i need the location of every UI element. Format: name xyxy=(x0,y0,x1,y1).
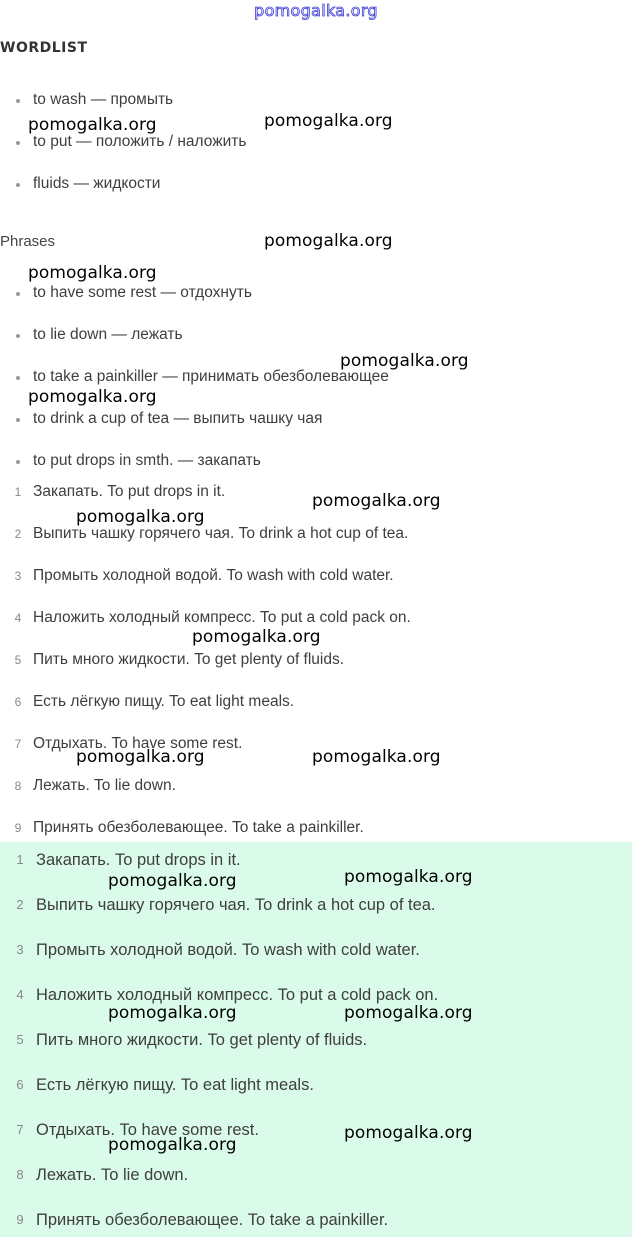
item-number: 1 xyxy=(16,852,24,867)
answer-item xyxy=(0,1075,632,1120)
wordlist-item: to wash — промыть xyxy=(0,90,620,132)
answer-text: Лежать. To lie down. xyxy=(36,1166,189,1184)
sentence-text: Есть лёгкую пищу. To eat light meals. xyxy=(33,693,295,710)
sentence-item xyxy=(0,692,632,734)
item-number: 9 xyxy=(16,1212,24,1227)
watermark: pomogalka.org xyxy=(192,627,321,647)
watermark: pomogalka.org xyxy=(28,263,157,283)
wordlist-item: fluids — жидкости xyxy=(0,174,620,216)
sentence-text: Промыть холодной водой. To wash with cold water. xyxy=(33,567,394,584)
sentence-item xyxy=(0,776,632,818)
answer-item xyxy=(0,985,632,1030)
answer-text: Промыть холодной водой. To wash with cold water. xyxy=(36,941,420,959)
sentence-text: Принять обезболевающее. To take a painkiller. xyxy=(33,819,364,836)
item-number: 2 xyxy=(16,897,24,912)
item-number: 7 xyxy=(16,1122,24,1137)
watermark: pomogalka.org xyxy=(340,351,469,371)
phrase-item: to drink a cup of tea — выпить чашку чая xyxy=(0,409,620,451)
answer-item xyxy=(0,1165,632,1210)
watermark: pomogalka.org xyxy=(28,115,157,135)
item-number: 3 xyxy=(16,942,24,957)
answer-item xyxy=(0,940,632,985)
sentence-list xyxy=(0,482,632,860)
phrase-item: to put drops in smth. — закапать xyxy=(0,451,620,493)
wordlist-item: to put — положить / наложить xyxy=(0,132,620,174)
sentence-text: Выпить чашку горячего чая. To drink a hot cup of tea. xyxy=(33,525,409,542)
sentence-text: Закапать. To put drops in it. xyxy=(33,483,226,500)
answer-text: Закапать. To put drops in it. xyxy=(36,851,241,869)
item-number: 8 xyxy=(14,779,22,793)
phrases-heading: Phrases xyxy=(0,233,56,250)
sentence-text: Лежать. To lie down. xyxy=(33,777,176,794)
answer-item xyxy=(0,1030,632,1075)
watermark: pomogalka.org xyxy=(76,507,205,527)
item-number: 3 xyxy=(14,569,22,583)
answer-text: Отдыхать. To have some rest. xyxy=(36,1121,259,1139)
item-number: 4 xyxy=(16,987,24,1002)
answer-text: Выпить чашку горячего чая. To drink a hot cup of tea. xyxy=(36,896,436,914)
item-number: 4 xyxy=(14,611,22,625)
answer-text: Наложить холодный компресс. To put a cold pack on. xyxy=(36,986,439,1004)
watermark: pomogalka.org xyxy=(344,867,473,887)
answer-item xyxy=(0,1210,632,1255)
sentence-item xyxy=(0,524,632,566)
item-number: 6 xyxy=(14,695,22,709)
answer-text: Принять обезболевающее. To take a painkiller. xyxy=(36,1211,389,1229)
sentence-item xyxy=(0,566,632,608)
item-number: 6 xyxy=(16,1077,24,1092)
answer-item xyxy=(0,850,632,895)
wordlist xyxy=(0,90,620,216)
watermark: pomogalka.org xyxy=(312,747,441,767)
answer-item xyxy=(0,1120,632,1165)
watermark: pomogalka.org xyxy=(76,747,205,767)
item-number: 9 xyxy=(14,821,22,835)
answer-text: Есть лёгкую пищу. To eat light meals. xyxy=(36,1076,314,1094)
item-number: 5 xyxy=(14,653,22,667)
watermark: pomogalka.org xyxy=(108,1135,237,1155)
item-number: 8 xyxy=(16,1167,24,1182)
sentence-text: Отдыхать. To have some rest. xyxy=(33,735,243,752)
watermark: pomogalka.org xyxy=(312,491,441,511)
watermark: pomogalka.org xyxy=(344,1123,473,1143)
watermark: pomogalka.org xyxy=(264,111,393,131)
sentence-text: Наложить холодный компресс. To put a cold pack on. xyxy=(33,609,411,626)
watermark: pomogalka.org xyxy=(108,1003,237,1023)
phrase-item: to have some rest — отдохнуть xyxy=(0,283,620,325)
watermark: pomogalka.org xyxy=(344,1003,473,1023)
item-number: 1 xyxy=(14,485,22,499)
phrase-item: to lie down — лежать xyxy=(0,325,620,367)
watermark: pomogalka.org xyxy=(264,231,393,251)
answer-item xyxy=(0,895,632,940)
item-number: 2 xyxy=(14,527,22,541)
item-number: 5 xyxy=(16,1032,24,1047)
answer-list xyxy=(0,850,632,1255)
sentence-item xyxy=(0,650,632,692)
wordlist-heading: WORDLIST xyxy=(0,40,88,56)
watermark: pomogalka.org xyxy=(108,871,237,891)
answer-text: Пить много жидкости. To get plenty of fluids. xyxy=(36,1031,368,1049)
site-header-link[interactable]: pomogalka.org xyxy=(254,1,378,20)
sentence-text: Пить много жидкости. To get plenty of fluids. xyxy=(33,651,345,668)
watermark: pomogalka.org xyxy=(28,387,157,407)
phrase-item: to take a painkiller — принимать обезболевающее xyxy=(0,367,620,409)
item-number: 7 xyxy=(14,737,22,751)
